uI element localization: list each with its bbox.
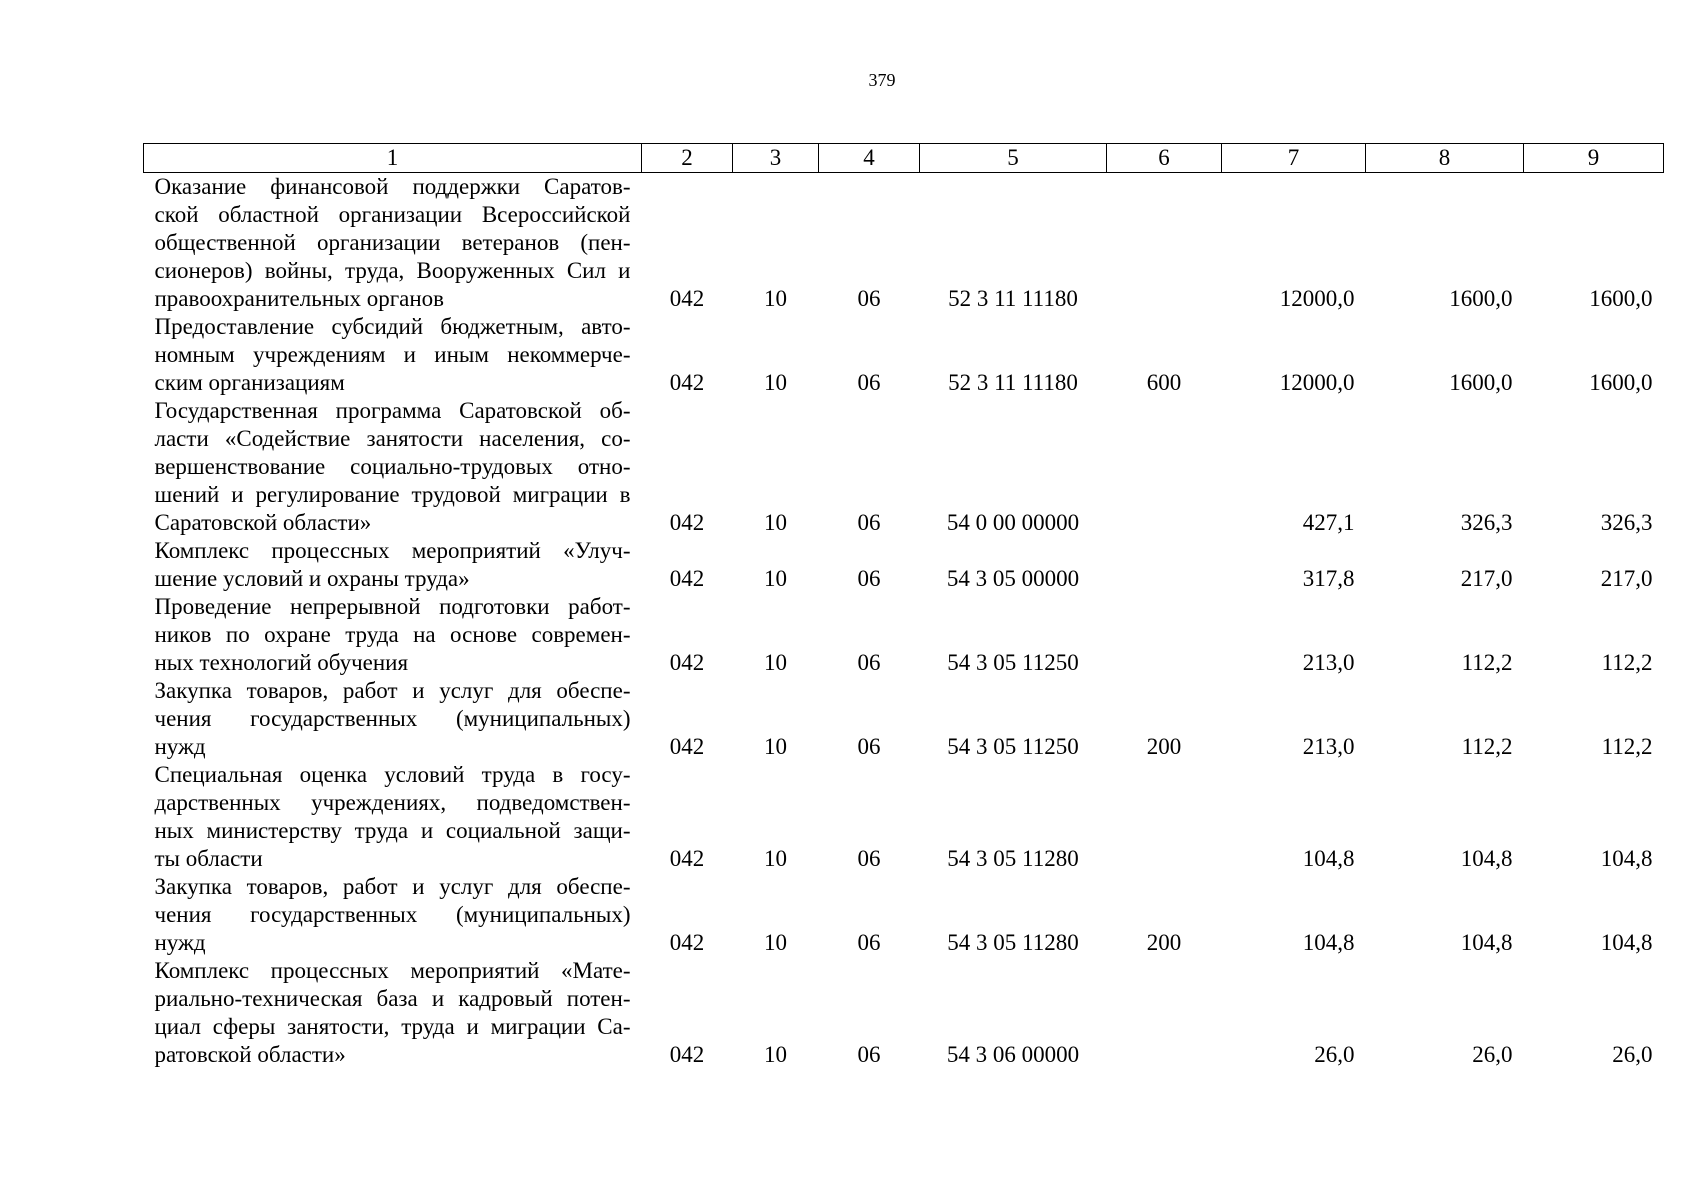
description-line: ской областной организации Всероссийской xyxy=(154,202,631,227)
description-line: шений и регулирование трудовой миграции в xyxy=(154,482,631,507)
table-row xyxy=(144,957,1664,1069)
ministry-code: 042 xyxy=(669,1042,705,1067)
description-line: сионеров) войны, труда, Вооруженных Сил и xyxy=(154,258,631,283)
expense-type-code xyxy=(1107,761,1222,873)
description-line: чения государственных (муниципальных) xyxy=(154,706,631,731)
amount-col9: 26,0 xyxy=(1612,1042,1653,1067)
amount-col8: 104,8 xyxy=(1460,846,1513,871)
amount-col9: 326,3 xyxy=(1600,510,1653,535)
description-line: ных министерству труда и социальной защи- xyxy=(154,818,631,843)
subsection-code: 06 xyxy=(857,734,881,759)
target-article-code: 52 3 11 11180 xyxy=(948,370,1078,395)
ministry-code: 042 xyxy=(669,286,705,311)
amount-col9: 112,2 xyxy=(1601,734,1653,759)
amount-col7: 213,0 xyxy=(1302,650,1355,675)
description-line: ским организациям xyxy=(154,370,345,395)
amount-col7: 427,1 xyxy=(1302,510,1355,535)
section-code: 10 xyxy=(764,734,787,759)
table-row xyxy=(144,537,1664,593)
table-row xyxy=(144,593,1664,677)
expense-type-code: 200 xyxy=(1146,930,1182,955)
section-code: 10 xyxy=(764,1042,787,1067)
ministry-code: 042 xyxy=(669,650,705,675)
column-header-7: 7 xyxy=(1222,144,1366,173)
table-row xyxy=(144,313,1664,397)
ministry-code: 042 xyxy=(669,734,705,759)
section-code: 10 xyxy=(764,566,787,591)
table-row xyxy=(144,677,1664,761)
table-header xyxy=(144,144,1664,173)
section-code: 10 xyxy=(764,650,787,675)
amount-col8: 104,8 xyxy=(1460,930,1513,955)
row-description xyxy=(144,593,642,677)
budget-table xyxy=(143,143,1664,1069)
description-line: ласти «Содействие занятости населения, со- xyxy=(154,426,631,451)
amount-col7: 104,8 xyxy=(1302,930,1355,955)
expense-type-code xyxy=(1107,537,1222,593)
section-code: 10 xyxy=(764,286,787,311)
target-article-code: 54 0 00 00000 xyxy=(946,510,1080,535)
column-header-9: 9 xyxy=(1524,144,1664,173)
description-line: номным учреждениям и иным некоммерче- xyxy=(154,342,631,367)
description-line: ных технологий обучения xyxy=(154,650,409,675)
column-header-6: 6 xyxy=(1107,144,1222,173)
table-body xyxy=(144,173,1664,1070)
target-article-code: 54 3 05 11280 xyxy=(947,930,1079,955)
target-article-code: 52 3 11 11180 xyxy=(948,286,1078,311)
description-line: Предоставление субсидий бюджетным, авто- xyxy=(154,314,631,339)
table-row xyxy=(144,873,1664,957)
description-line: Проведение непрерывной подготовки работ- xyxy=(154,594,631,619)
column-header-3: 3 xyxy=(733,144,819,173)
expense-type-code xyxy=(1107,593,1222,677)
row-description xyxy=(144,397,642,537)
description-line: правоохранительных органов xyxy=(154,286,445,311)
description-line: ратовской области» xyxy=(154,1042,346,1067)
row-description xyxy=(144,313,642,397)
subsection-code: 06 xyxy=(857,286,881,311)
expense-type-code xyxy=(1107,397,1222,537)
description-line: Закупка товаров, работ и услуг для обеспе- xyxy=(154,874,631,899)
column-header-8: 8 xyxy=(1366,144,1524,173)
description-line: Оказание финансовой поддержки Саратов- xyxy=(154,174,631,199)
description-line: Закупка товаров, работ и услуг для обеспе- xyxy=(154,678,631,703)
expense-type-code: 200 xyxy=(1146,734,1182,759)
amount-col8: 112,2 xyxy=(1461,650,1513,675)
target-article-code: 54 3 05 11250 xyxy=(947,734,1079,759)
column-header-1: 1 xyxy=(144,144,642,173)
description-line: общественной организации ветеранов (пен- xyxy=(154,230,631,255)
description-line: шение условий и охраны труда» xyxy=(154,566,470,591)
description-line: риально-техническая база и кадровый потен- xyxy=(154,986,631,1011)
target-article-code: 54 3 05 11250 xyxy=(947,650,1079,675)
expense-type-code xyxy=(1107,173,1222,314)
ministry-code: 042 xyxy=(669,370,705,395)
table-row xyxy=(144,173,1664,314)
subsection-code: 06 xyxy=(857,930,881,955)
row-description xyxy=(144,957,642,1069)
ministry-code: 042 xyxy=(669,930,705,955)
row-description xyxy=(144,537,642,593)
description-line: вершенствование социально-трудовых отно- xyxy=(154,454,631,479)
page-number: 379 xyxy=(868,70,896,90)
subsection-code: 06 xyxy=(857,510,881,535)
section-code: 10 xyxy=(764,846,787,871)
subsection-code: 06 xyxy=(857,370,881,395)
table-row xyxy=(144,397,1664,537)
row-description xyxy=(144,173,642,314)
column-header-5: 5 xyxy=(920,144,1107,173)
section-code: 10 xyxy=(764,370,787,395)
description-line: ников по охране труда на основе современ- xyxy=(154,622,631,647)
amount-col9: 104,8 xyxy=(1600,930,1653,955)
amount-col8: 26,0 xyxy=(1472,1042,1513,1067)
ministry-code: 042 xyxy=(669,510,705,535)
description-line: Комплекс процессных мероприятий «Улуч- xyxy=(154,538,631,563)
column-header-2: 2 xyxy=(642,144,733,173)
table-row xyxy=(144,761,1664,873)
amount-col7: 26,0 xyxy=(1314,1042,1355,1067)
description-line: Комплекс процессных мероприятий «Мате- xyxy=(154,958,631,983)
expense-type-code: 600 xyxy=(1146,370,1182,395)
subsection-code: 06 xyxy=(857,566,881,591)
amount-col7: 317,8 xyxy=(1302,566,1355,591)
row-description xyxy=(144,873,642,957)
amount-col9: 1600,0 xyxy=(1589,370,1653,395)
amount-col8: 1600,0 xyxy=(1449,370,1513,395)
description-line: ты области xyxy=(154,846,263,871)
expense-type-code xyxy=(1107,957,1222,1069)
subsection-code: 06 xyxy=(857,1042,881,1067)
amount-col7: 12000,0 xyxy=(1279,286,1355,311)
amount-col8: 326,3 xyxy=(1460,510,1513,535)
description-line: нужд xyxy=(154,930,206,955)
description-line: дарственных учреждениях, подведомствен- xyxy=(154,790,631,815)
section-code: 10 xyxy=(764,510,787,535)
subsection-code: 06 xyxy=(857,650,881,675)
amount-col8: 112,2 xyxy=(1461,734,1513,759)
description-line: Специальная оценка условий труда в госу- xyxy=(154,762,631,787)
description-line: Саратовской области» xyxy=(154,510,372,535)
description-line: Государственная программа Саратовской об- xyxy=(154,398,631,423)
amount-col8: 217,0 xyxy=(1460,566,1513,591)
amount-col9: 104,8 xyxy=(1600,846,1653,871)
amount-col8: 1600,0 xyxy=(1449,286,1513,311)
target-article-code: 54 3 06 00000 xyxy=(946,1042,1080,1067)
subsection-code: 06 xyxy=(857,846,881,871)
amount-col9: 1600,0 xyxy=(1589,286,1653,311)
header-row xyxy=(144,144,1664,173)
ministry-code: 042 xyxy=(669,566,705,591)
column-header-4: 4 xyxy=(819,144,920,173)
amount-col9: 112,2 xyxy=(1601,650,1653,675)
description-line: циал сферы занятости, труда и миграции Са- xyxy=(154,1014,631,1039)
amount-col9: 217,0 xyxy=(1600,566,1653,591)
description-line: чения государственных (муниципальных) xyxy=(154,902,631,927)
target-article-code: 54 3 05 00000 xyxy=(946,566,1080,591)
target-article-code: 54 3 05 11280 xyxy=(947,846,1079,871)
row-description xyxy=(144,761,642,873)
amount-col7: 12000,0 xyxy=(1279,370,1355,395)
section-code: 10 xyxy=(764,930,787,955)
row-description xyxy=(144,677,642,761)
ministry-code: 042 xyxy=(669,846,705,871)
amount-col7: 104,8 xyxy=(1302,846,1355,871)
description-line: нужд xyxy=(154,734,206,759)
amount-col7: 213,0 xyxy=(1302,734,1355,759)
